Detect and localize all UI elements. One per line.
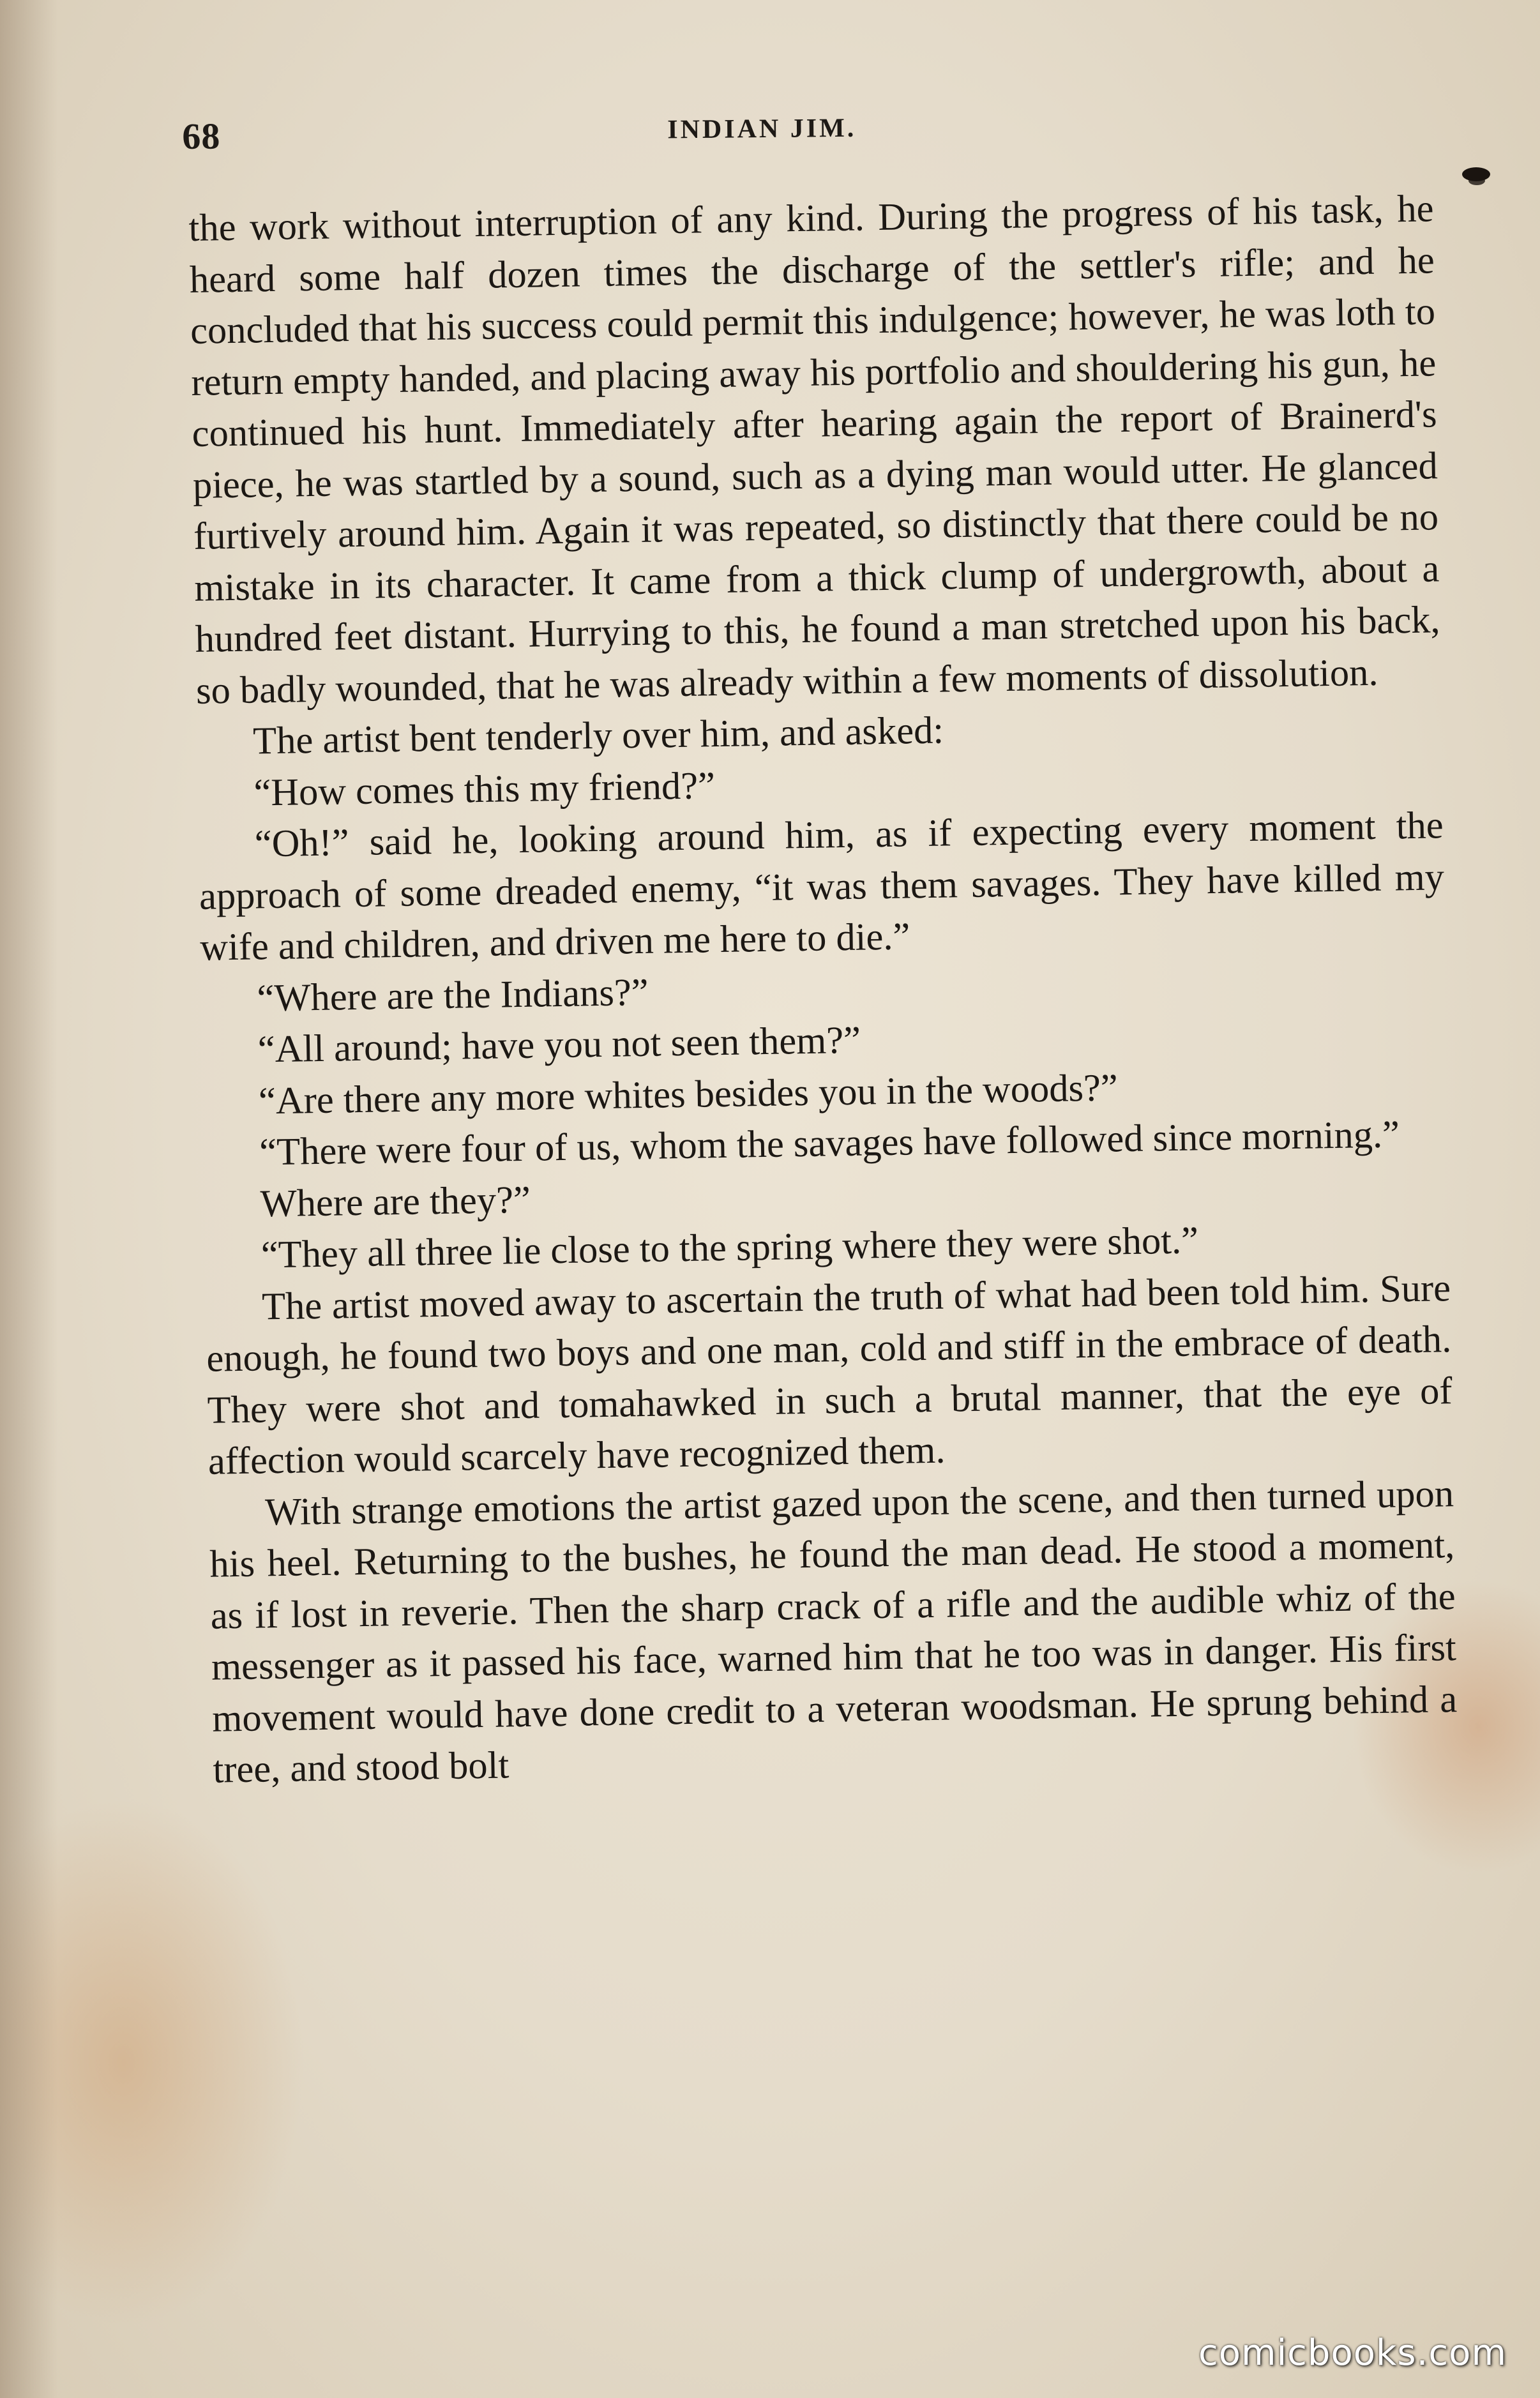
body-text (188, 183, 1458, 1796)
page-number: 68 (182, 115, 221, 157)
watermark: comicbooks.com (1198, 2332, 1507, 2374)
page-header (182, 104, 1434, 166)
paragraph: “Are there any more whites besides you in the woods?” (258, 1066, 1119, 1122)
paragraph: “All around; have you not seen them?” (257, 1018, 861, 1071)
spine-shadow (0, 0, 57, 2398)
ink-speck (1468, 176, 1485, 185)
paragraph: the work without interruption of any kind. During the progress of his task, he heard some half dozen times the discharge of the settler's rifle; and he concluded that his success could permit this indulgence; however, he was loth to return empty handed, and placing away his portfolio and shouldering his gun, he continued his hunt. Immediately after hearing again the report of Brainerd's piece, he was startled by a sound, such as a dying man would utter. He glanced furtively around him. Again it was repeated, so distinctly that there could be no mistake in its character. It came from a thick clump of undergrowth, about a hundred feet distant. Hurrying to this, he found a man stretched upon his back, so badly wounded, that he was already within a few moments of dissolution. (188, 187, 1441, 713)
paragraph: Where are they?” (260, 1178, 531, 1225)
paragraph: The artist moved away to ascertain the truth of what had been told him. Sure enough, he found two boys and one man, cold and stiff in the embrace of death. They were shot and tomahawked in such a brutal manner, that the eye of affection would scarcely have recognized them. (206, 1266, 1453, 1483)
paragraph: With strange emotions the artist gazed upon the scene, and then turned upon his heel. Returning to the bushes, he found the man dead. He stood a moment, as if lost in reverie. Then the sharp crack of a rifle and the audible whiz of the messenger as it passed his face, warned him that he too was in danger. His first movement would have done credit to a veteran woodsman. He sprung behind a tree, and stood bolt (209, 1472, 1458, 1791)
running-title: INDIAN JIM. (667, 113, 857, 145)
paragraph: The artist bent tenderly over him, and asked: (252, 709, 944, 763)
paragraph: “Where are the Indians?” (257, 970, 649, 1020)
paragraph: “There were four of us, whom the savages have followed since morning.” (259, 1113, 1400, 1174)
paragraph: “How comes this my friend?” (253, 764, 716, 814)
paragraph: “They all three lie close to the spring where they were shot.” (260, 1219, 1199, 1277)
paragraph: “Oh!” said he, looking around him, as if expecting every moment the approach of some dreaded enemy, “it was them savages. They have killed my wife and children, and driven me here to die.” (199, 804, 1445, 969)
